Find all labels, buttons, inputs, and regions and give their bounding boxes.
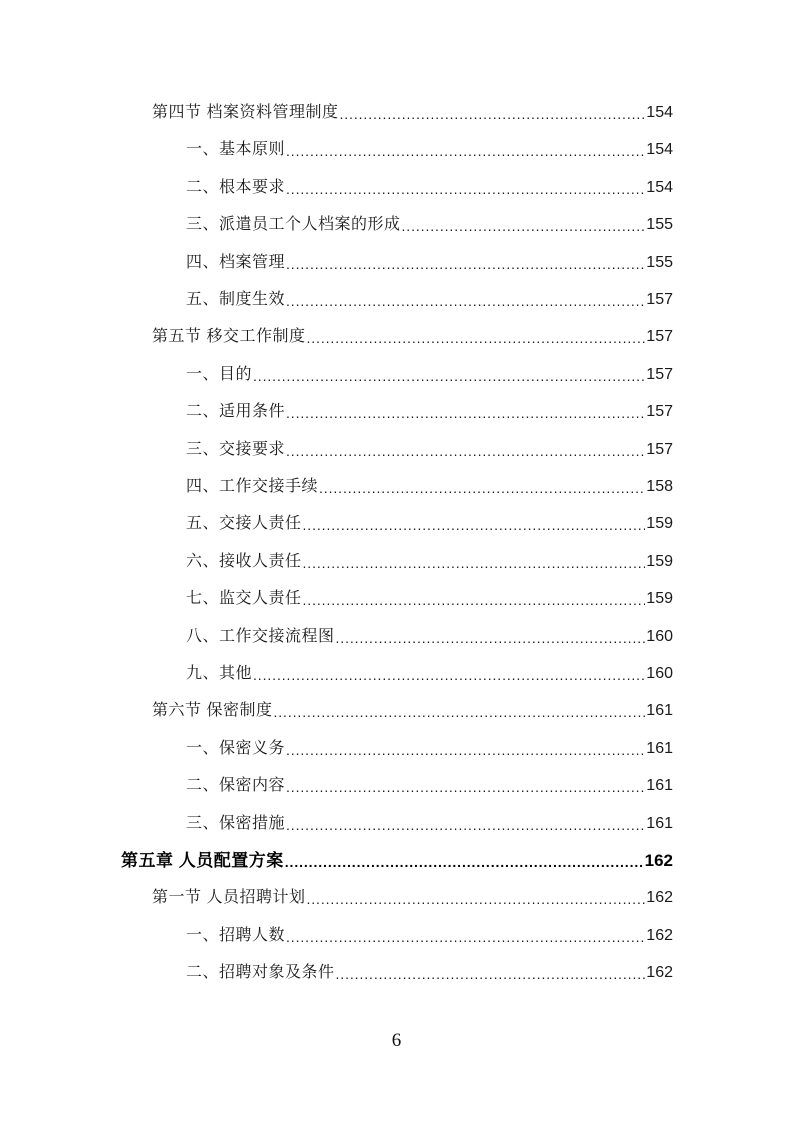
dot-leader — [306, 327, 645, 349]
dot-leader — [319, 477, 645, 499]
toc-entry[interactable] — [186, 662, 673, 686]
dot-leader — [286, 402, 645, 424]
toc-entry-label: 一、目的 — [186, 365, 253, 383]
toc-entry-page: 155 — [646, 216, 673, 234]
toc-entry[interactable] — [152, 699, 673, 723]
toc-entry-chapter[interactable] — [121, 849, 673, 873]
toc-entry-label: 第六节 保密制度 — [152, 702, 273, 720]
dot-leader — [286, 926, 645, 948]
toc-entry-page: 154 — [646, 141, 673, 159]
toc-entry-page: 162 — [646, 889, 673, 907]
toc-entry-page: 154 — [646, 104, 673, 121]
toc-entry[interactable] — [186, 176, 673, 200]
dot-leader — [285, 851, 644, 873]
toc-entry-label: 二、适用条件 — [186, 403, 286, 421]
dot-leader — [306, 888, 645, 910]
dot-leader — [286, 776, 645, 798]
toc-entry[interactable] — [186, 550, 673, 574]
dot-leader — [253, 664, 645, 686]
toc-entry[interactable] — [186, 774, 673, 798]
toc-entry-page: 160 — [646, 665, 673, 682]
dot-leader — [339, 103, 645, 125]
toc-entry-label: 三、保密措施 — [186, 814, 286, 832]
dot-leader — [286, 140, 645, 162]
toc-entry[interactable] — [186, 288, 673, 312]
toc-entry[interactable] — [186, 512, 673, 536]
dot-leader — [253, 365, 645, 387]
toc-entry-page: 162 — [646, 926, 673, 944]
dot-leader — [286, 290, 645, 312]
toc-entry-page: 157 — [646, 403, 673, 421]
dot-leader — [303, 552, 646, 574]
toc-entry-page: 154 — [646, 178, 673, 196]
dot-leader — [286, 440, 645, 462]
toc-entry-label: 八、工作交接流程图 — [186, 627, 335, 645]
toc-entry[interactable] — [186, 924, 673, 948]
toc-entry-label: 九、其他 — [186, 665, 253, 682]
toc-entry-label: 四、档案管理 — [186, 253, 286, 271]
dot-leader — [286, 253, 645, 275]
toc-entry-page: 157 — [646, 440, 673, 458]
dot-leader — [273, 701, 645, 723]
toc-entry[interactable] — [186, 138, 673, 162]
toc-entry-page: 159 — [646, 590, 673, 608]
toc-entry-label: 三、交接要求 — [186, 440, 286, 458]
toc-entry-page: 157 — [646, 328, 673, 346]
toc-entry-page: 157 — [646, 291, 673, 308]
toc-entry-label: 第五节 移交工作制度 — [152, 328, 306, 346]
toc-entry[interactable] — [186, 363, 673, 387]
toc-entry-label: 五、制度生效 — [186, 291, 286, 308]
toc-entry[interactable] — [186, 400, 673, 424]
dot-leader — [336, 627, 646, 649]
toc-entry-page: 155 — [646, 253, 673, 271]
toc-entry-label: 五、交接人责任 — [186, 515, 302, 533]
toc-entry[interactable] — [186, 625, 673, 649]
toc-entry-label: 七、监交人责任 — [186, 590, 302, 608]
toc-entry[interactable] — [152, 886, 673, 910]
dot-leader — [303, 589, 646, 611]
toc-entry-label: 六、接收人责任 — [186, 552, 302, 570]
dot-leader — [336, 963, 646, 985]
dot-leader — [303, 514, 646, 536]
toc-entry-label: 二、根本要求 — [186, 178, 286, 196]
toc-entry-label: 四、工作交接手续 — [186, 478, 319, 495]
toc-entry-label: 一、保密义务 — [186, 739, 286, 757]
dot-leader — [402, 215, 646, 237]
toc-entry-label: 第一节 人员招聘计划 — [152, 889, 306, 907]
page-number: 6 — [391, 1030, 402, 1051]
dot-leader — [286, 178, 645, 200]
toc-entry[interactable] — [152, 101, 673, 125]
toc-entry[interactable] — [186, 587, 673, 611]
toc-entry-label: 三、派遣员工个人档案的形成 — [186, 216, 401, 234]
toc-entry-page: 162 — [646, 964, 673, 982]
toc-entry-page: 161 — [646, 777, 673, 795]
toc-entry-label: 一、基本原则 — [186, 141, 286, 159]
toc-entry[interactable] — [186, 213, 673, 237]
toc-entry-page: 161 — [646, 739, 673, 757]
toc-entry-page: 161 — [646, 814, 673, 832]
toc-entry[interactable] — [186, 475, 673, 499]
toc-entry[interactable] — [186, 251, 673, 275]
toc-entry-page: 158 — [646, 478, 673, 495]
toc-entry-label: 一、招聘人数 — [186, 926, 286, 944]
toc-entry[interactable] — [186, 812, 673, 836]
toc-entry[interactable] — [186, 961, 673, 985]
toc-entry-label: 二、招聘对象及条件 — [186, 964, 335, 982]
toc-entry-page: 159 — [646, 552, 673, 570]
toc-entry-page: 161 — [646, 702, 673, 720]
toc-entry-page: 160 — [646, 627, 673, 645]
dot-leader — [286, 814, 645, 836]
toc-entry-page: 157 — [646, 365, 673, 383]
toc-entry[interactable] — [186, 737, 673, 761]
toc-entry[interactable] — [152, 325, 673, 349]
dot-leader — [286, 739, 645, 761]
toc-entry-page: 159 — [646, 515, 673, 533]
toc-entry-label: 第四节 档案资料管理制度 — [152, 104, 339, 121]
toc-entry-page: 162 — [644, 851, 673, 870]
toc-entry[interactable] — [186, 438, 673, 462]
toc-entry-label: 二、保密内容 — [186, 777, 286, 795]
toc-entry-label: 第五章 人员配置方案 — [121, 851, 284, 870]
